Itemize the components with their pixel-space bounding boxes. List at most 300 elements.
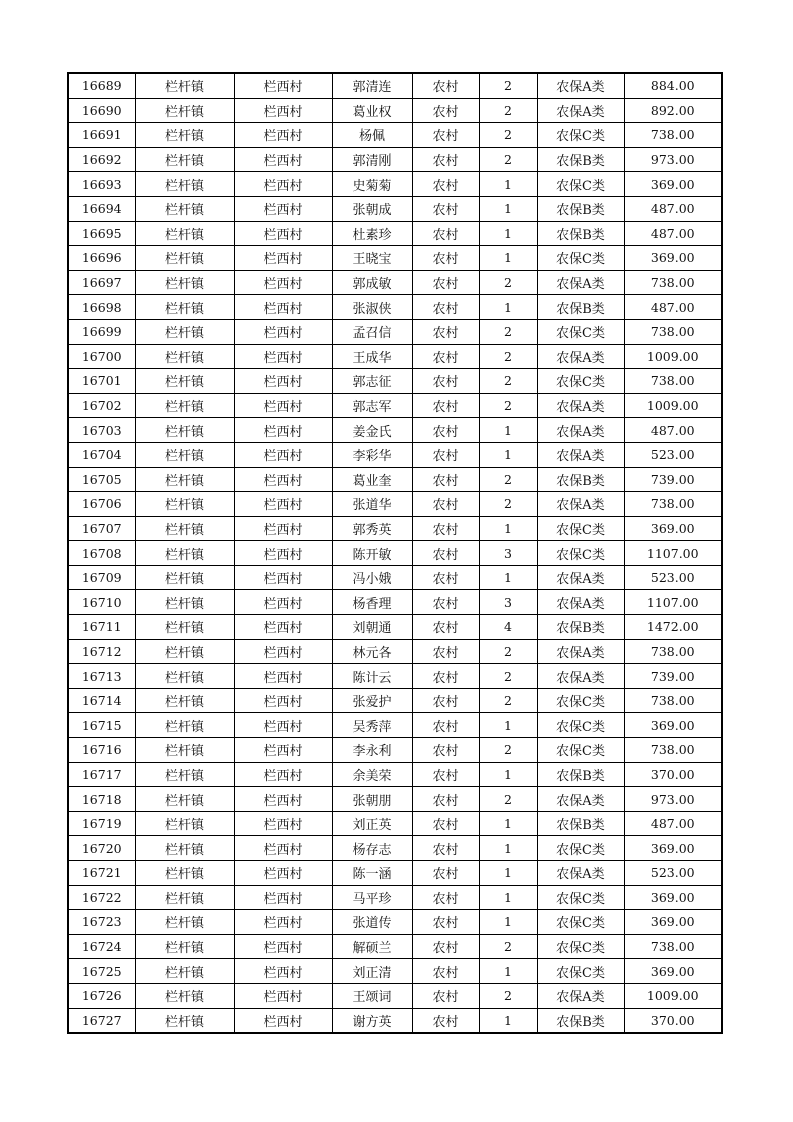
cell-insurance-class: 农保C类 <box>537 959 624 984</box>
cell-village: 栏西村 <box>234 344 332 369</box>
cell-town: 栏杆镇 <box>135 393 234 418</box>
cell-insurance-class: 农保A类 <box>537 861 624 886</box>
cell-insurance-class: 农保C类 <box>537 246 624 271</box>
table-row <box>68 590 722 615</box>
cell-area-type: 农村 <box>412 590 479 615</box>
cell-area-type: 农村 <box>412 442 479 467</box>
cell-record-id: 16701 <box>68 369 135 394</box>
cell-area-type: 农村 <box>412 738 479 763</box>
cell-amount: 973.00 <box>624 787 722 812</box>
cell-household-count: 4 <box>479 615 537 640</box>
cell-area-type: 农村 <box>412 639 479 664</box>
cell-insurance-class: 农保A类 <box>537 418 624 443</box>
table-row <box>68 196 722 221</box>
cell-household-count: 2 <box>479 369 537 394</box>
cell-record-id: 16719 <box>68 811 135 836</box>
cell-village: 栏西村 <box>234 590 332 615</box>
cell-village: 栏西村 <box>234 98 332 123</box>
cell-amount: 1009.00 <box>624 344 722 369</box>
cell-village: 栏西村 <box>234 73 332 98</box>
cell-area-type: 农村 <box>412 615 479 640</box>
cell-town: 栏杆镇 <box>135 738 234 763</box>
cell-area-type: 农村 <box>412 713 479 738</box>
cell-amount: 739.00 <box>624 664 722 689</box>
cell-amount: 369.00 <box>624 713 722 738</box>
table-row <box>68 98 722 123</box>
table-row <box>68 123 722 148</box>
cell-town: 栏杆镇 <box>135 467 234 492</box>
table-row <box>68 688 722 713</box>
cell-village: 栏西村 <box>234 492 332 517</box>
table-row <box>68 516 722 541</box>
cell-record-id: 16720 <box>68 836 135 861</box>
cell-village: 栏西村 <box>234 934 332 959</box>
cell-person-name: 杜素珍 <box>332 221 412 246</box>
cell-amount: 738.00 <box>624 639 722 664</box>
cell-amount: 884.00 <box>624 73 722 98</box>
table-row <box>68 983 722 1008</box>
table-row <box>68 861 722 886</box>
cell-household-count: 3 <box>479 541 537 566</box>
cell-amount: 523.00 <box>624 565 722 590</box>
cell-household-count: 2 <box>479 147 537 172</box>
cell-record-id: 16708 <box>68 541 135 566</box>
cell-record-id: 16722 <box>68 885 135 910</box>
cell-town: 栏杆镇 <box>135 344 234 369</box>
cell-household-count: 2 <box>479 664 537 689</box>
cell-amount: 738.00 <box>624 270 722 295</box>
cell-person-name: 郭志军 <box>332 393 412 418</box>
cell-town: 栏杆镇 <box>135 861 234 886</box>
cell-person-name: 郭秀英 <box>332 516 412 541</box>
cell-village: 栏西村 <box>234 295 332 320</box>
cell-record-id: 16721 <box>68 861 135 886</box>
cell-person-name: 陈计云 <box>332 664 412 689</box>
table-row <box>68 221 722 246</box>
cell-record-id: 16716 <box>68 738 135 763</box>
cell-area-type: 农村 <box>412 98 479 123</box>
cell-person-name: 杨佩 <box>332 123 412 148</box>
cell-record-id: 16690 <box>68 98 135 123</box>
cell-area-type: 农村 <box>412 123 479 148</box>
cell-town: 栏杆镇 <box>135 885 234 910</box>
table-row <box>68 565 722 590</box>
cell-town: 栏杆镇 <box>135 664 234 689</box>
cell-amount: 487.00 <box>624 295 722 320</box>
cell-town: 栏杆镇 <box>135 516 234 541</box>
cell-person-name: 陈开敏 <box>332 541 412 566</box>
cell-insurance-class: 农保A类 <box>537 492 624 517</box>
cell-person-name: 姜金氏 <box>332 418 412 443</box>
cell-village: 栏西村 <box>234 467 332 492</box>
cell-village: 栏西村 <box>234 516 332 541</box>
cell-amount: 369.00 <box>624 885 722 910</box>
cell-record-id: 16700 <box>68 344 135 369</box>
table-row <box>68 295 722 320</box>
cell-insurance-class: 农保B类 <box>537 196 624 221</box>
cell-insurance-class: 农保A类 <box>537 344 624 369</box>
cell-area-type: 农村 <box>412 762 479 787</box>
cell-household-count: 1 <box>479 713 537 738</box>
cell-insurance-class: 农保B类 <box>537 147 624 172</box>
cell-record-id: 16695 <box>68 221 135 246</box>
cell-area-type: 农村 <box>412 541 479 566</box>
cell-person-name: 杨香理 <box>332 590 412 615</box>
table-row <box>68 910 722 935</box>
cell-area-type: 农村 <box>412 983 479 1008</box>
cell-village: 栏西村 <box>234 319 332 344</box>
cell-person-name: 余美荣 <box>332 762 412 787</box>
table-row <box>68 467 722 492</box>
cell-person-name: 孟召信 <box>332 319 412 344</box>
cell-area-type: 农村 <box>412 688 479 713</box>
cell-household-count: 1 <box>479 442 537 467</box>
cell-town: 栏杆镇 <box>135 713 234 738</box>
cell-town: 栏杆镇 <box>135 492 234 517</box>
records-table <box>67 72 723 1034</box>
cell-village: 栏西村 <box>234 147 332 172</box>
cell-town: 栏杆镇 <box>135 565 234 590</box>
cell-insurance-class: 农保A类 <box>537 664 624 689</box>
cell-insurance-class: 农保A类 <box>537 983 624 1008</box>
cell-insurance-class: 农保C类 <box>537 934 624 959</box>
cell-town: 栏杆镇 <box>135 172 234 197</box>
cell-person-name: 郭清连 <box>332 73 412 98</box>
table-row <box>68 885 722 910</box>
cell-amount: 1009.00 <box>624 393 722 418</box>
cell-amount: 369.00 <box>624 516 722 541</box>
cell-record-id: 16705 <box>68 467 135 492</box>
cell-amount: 1107.00 <box>624 541 722 566</box>
cell-household-count: 1 <box>479 910 537 935</box>
cell-record-id: 16726 <box>68 983 135 1008</box>
cell-amount: 738.00 <box>624 934 722 959</box>
cell-village: 栏西村 <box>234 418 332 443</box>
cell-person-name: 郭清刚 <box>332 147 412 172</box>
cell-insurance-class: 农保A类 <box>537 73 624 98</box>
cell-insurance-class: 农保A类 <box>537 639 624 664</box>
cell-village: 栏西村 <box>234 221 332 246</box>
cell-record-id: 16694 <box>68 196 135 221</box>
cell-household-count: 1 <box>479 418 537 443</box>
cell-household-count: 1 <box>479 836 537 861</box>
cell-amount: 369.00 <box>624 910 722 935</box>
cell-household-count: 2 <box>479 73 537 98</box>
cell-village: 栏西村 <box>234 196 332 221</box>
cell-amount: 1107.00 <box>624 590 722 615</box>
cell-person-name: 郭成敏 <box>332 270 412 295</box>
cell-amount: 369.00 <box>624 836 722 861</box>
cell-household-count: 1 <box>479 762 537 787</box>
cell-household-count: 1 <box>479 172 537 197</box>
cell-town: 栏杆镇 <box>135 787 234 812</box>
cell-village: 栏西村 <box>234 1008 332 1033</box>
cell-household-count: 1 <box>479 1008 537 1033</box>
cell-insurance-class: 农保C类 <box>537 369 624 394</box>
cell-area-type: 农村 <box>412 418 479 443</box>
cell-person-name: 葛业权 <box>332 98 412 123</box>
cell-amount: 738.00 <box>624 123 722 148</box>
cell-household-count: 3 <box>479 590 537 615</box>
table-body <box>68 73 722 1033</box>
cell-person-name: 刘正英 <box>332 811 412 836</box>
cell-town: 栏杆镇 <box>135 983 234 1008</box>
cell-household-count: 2 <box>479 787 537 812</box>
cell-amount: 1472.00 <box>624 615 722 640</box>
cell-village: 栏西村 <box>234 369 332 394</box>
cell-record-id: 16723 <box>68 910 135 935</box>
cell-amount: 369.00 <box>624 246 722 271</box>
cell-record-id: 16698 <box>68 295 135 320</box>
cell-town: 栏杆镇 <box>135 836 234 861</box>
cell-household-count: 2 <box>479 492 537 517</box>
cell-insurance-class: 农保C类 <box>537 319 624 344</box>
cell-area-type: 农村 <box>412 1008 479 1033</box>
cell-record-id: 16711 <box>68 615 135 640</box>
cell-area-type: 农村 <box>412 196 479 221</box>
cell-area-type: 农村 <box>412 492 479 517</box>
cell-amount: 487.00 <box>624 221 722 246</box>
cell-area-type: 农村 <box>412 319 479 344</box>
cell-household-count: 1 <box>479 959 537 984</box>
table-row <box>68 270 722 295</box>
cell-area-type: 农村 <box>412 147 479 172</box>
cell-insurance-class: 农保B类 <box>537 615 624 640</box>
cell-town: 栏杆镇 <box>135 270 234 295</box>
cell-village: 栏西村 <box>234 836 332 861</box>
cell-amount: 738.00 <box>624 319 722 344</box>
cell-town: 栏杆镇 <box>135 418 234 443</box>
cell-person-name: 葛业奎 <box>332 467 412 492</box>
cell-village: 栏西村 <box>234 688 332 713</box>
cell-amount: 487.00 <box>624 196 722 221</box>
cell-person-name: 张道华 <box>332 492 412 517</box>
cell-area-type: 农村 <box>412 295 479 320</box>
cell-person-name: 冯小娥 <box>332 565 412 590</box>
cell-person-name: 谢方英 <box>332 1008 412 1033</box>
cell-household-count: 1 <box>479 516 537 541</box>
cell-person-name: 杨存志 <box>332 836 412 861</box>
table-row <box>68 246 722 271</box>
cell-amount: 738.00 <box>624 369 722 394</box>
cell-record-id: 16727 <box>68 1008 135 1033</box>
cell-person-name: 王成华 <box>332 344 412 369</box>
cell-town: 栏杆镇 <box>135 319 234 344</box>
cell-area-type: 农村 <box>412 811 479 836</box>
cell-area-type: 农村 <box>412 885 479 910</box>
cell-area-type: 农村 <box>412 910 479 935</box>
cell-person-name: 解硕兰 <box>332 934 412 959</box>
cell-record-id: 16709 <box>68 565 135 590</box>
table-row <box>68 344 722 369</box>
cell-person-name: 刘正清 <box>332 959 412 984</box>
cell-village: 栏西村 <box>234 565 332 590</box>
cell-area-type: 农村 <box>412 467 479 492</box>
cell-household-count: 2 <box>479 393 537 418</box>
table-row <box>68 393 722 418</box>
cell-person-name: 张道传 <box>332 910 412 935</box>
cell-household-count: 2 <box>479 688 537 713</box>
cell-person-name: 张淑侠 <box>332 295 412 320</box>
table-row <box>68 319 722 344</box>
cell-record-id: 16718 <box>68 787 135 812</box>
cell-amount: 487.00 <box>624 418 722 443</box>
cell-amount: 738.00 <box>624 492 722 517</box>
cell-village: 栏西村 <box>234 738 332 763</box>
cell-person-name: 吴秀萍 <box>332 713 412 738</box>
cell-insurance-class: 农保C类 <box>537 123 624 148</box>
cell-town: 栏杆镇 <box>135 910 234 935</box>
cell-record-id: 16691 <box>68 123 135 148</box>
cell-area-type: 农村 <box>412 172 479 197</box>
cell-town: 栏杆镇 <box>135 442 234 467</box>
cell-village: 栏西村 <box>234 270 332 295</box>
cell-village: 栏西村 <box>234 639 332 664</box>
table-row <box>68 959 722 984</box>
cell-town: 栏杆镇 <box>135 615 234 640</box>
cell-amount: 738.00 <box>624 738 722 763</box>
cell-area-type: 农村 <box>412 393 479 418</box>
cell-village: 栏西村 <box>234 615 332 640</box>
cell-area-type: 农村 <box>412 787 479 812</box>
table-row <box>68 492 722 517</box>
cell-record-id: 16724 <box>68 934 135 959</box>
cell-town: 栏杆镇 <box>135 934 234 959</box>
cell-amount: 370.00 <box>624 762 722 787</box>
cell-record-id: 16713 <box>68 664 135 689</box>
cell-record-id: 16706 <box>68 492 135 517</box>
table-row <box>68 713 722 738</box>
cell-household-count: 1 <box>479 885 537 910</box>
cell-area-type: 农村 <box>412 959 479 984</box>
cell-record-id: 16699 <box>68 319 135 344</box>
cell-record-id: 16714 <box>68 688 135 713</box>
cell-town: 栏杆镇 <box>135 762 234 787</box>
cell-village: 栏西村 <box>234 246 332 271</box>
cell-insurance-class: 农保B类 <box>537 295 624 320</box>
cell-insurance-class: 农保A类 <box>537 565 624 590</box>
table-row <box>68 934 722 959</box>
cell-insurance-class: 农保A类 <box>537 787 624 812</box>
table-row <box>68 811 722 836</box>
cell-area-type: 农村 <box>412 565 479 590</box>
cell-record-id: 16725 <box>68 959 135 984</box>
cell-insurance-class: 农保C类 <box>537 172 624 197</box>
cell-person-name: 马平珍 <box>332 885 412 910</box>
cell-household-count: 2 <box>479 934 537 959</box>
cell-person-name: 王颂词 <box>332 983 412 1008</box>
cell-area-type: 农村 <box>412 934 479 959</box>
cell-person-name: 李彩华 <box>332 442 412 467</box>
cell-record-id: 16696 <box>68 246 135 271</box>
cell-village: 栏西村 <box>234 541 332 566</box>
cell-person-name: 刘朝通 <box>332 615 412 640</box>
cell-amount: 369.00 <box>624 959 722 984</box>
cell-town: 栏杆镇 <box>135 221 234 246</box>
cell-record-id: 16702 <box>68 393 135 418</box>
cell-record-id: 16692 <box>68 147 135 172</box>
cell-town: 栏杆镇 <box>135 123 234 148</box>
cell-person-name: 林元各 <box>332 639 412 664</box>
cell-village: 栏西村 <box>234 393 332 418</box>
cell-record-id: 16703 <box>68 418 135 443</box>
cell-town: 栏杆镇 <box>135 98 234 123</box>
cell-person-name: 李永利 <box>332 738 412 763</box>
table-row <box>68 541 722 566</box>
cell-record-id: 16697 <box>68 270 135 295</box>
cell-amount: 973.00 <box>624 147 722 172</box>
cell-record-id: 16715 <box>68 713 135 738</box>
cell-household-count: 1 <box>479 196 537 221</box>
cell-area-type: 农村 <box>412 516 479 541</box>
cell-town: 栏杆镇 <box>135 246 234 271</box>
cell-area-type: 农村 <box>412 246 479 271</box>
cell-record-id: 16717 <box>68 762 135 787</box>
table-row <box>68 787 722 812</box>
table-row <box>68 172 722 197</box>
table-row <box>68 639 722 664</box>
cell-household-count: 2 <box>479 344 537 369</box>
cell-record-id: 16707 <box>68 516 135 541</box>
cell-village: 栏西村 <box>234 713 332 738</box>
cell-insurance-class: 农保C类 <box>537 688 624 713</box>
cell-insurance-class: 农保A类 <box>537 98 624 123</box>
table-row <box>68 836 722 861</box>
cell-area-type: 农村 <box>412 344 479 369</box>
cell-amount: 487.00 <box>624 811 722 836</box>
cell-town: 栏杆镇 <box>135 541 234 566</box>
cell-insurance-class: 农保B类 <box>537 762 624 787</box>
cell-household-count: 2 <box>479 270 537 295</box>
cell-village: 栏西村 <box>234 787 332 812</box>
cell-town: 栏杆镇 <box>135 73 234 98</box>
cell-village: 栏西村 <box>234 172 332 197</box>
cell-amount: 1009.00 <box>624 983 722 1008</box>
table-row <box>68 73 722 98</box>
cell-insurance-class: 农保C类 <box>537 885 624 910</box>
cell-household-count: 1 <box>479 295 537 320</box>
cell-household-count: 1 <box>479 861 537 886</box>
cell-insurance-class: 农保B类 <box>537 221 624 246</box>
cell-insurance-class: 农保B类 <box>537 467 624 492</box>
cell-record-id: 16693 <box>68 172 135 197</box>
cell-amount: 523.00 <box>624 861 722 886</box>
table-row <box>68 1008 722 1033</box>
cell-area-type: 农村 <box>412 270 479 295</box>
cell-household-count: 2 <box>479 123 537 148</box>
cell-area-type: 农村 <box>412 836 479 861</box>
cell-village: 栏西村 <box>234 442 332 467</box>
cell-town: 栏杆镇 <box>135 811 234 836</box>
cell-person-name: 张朝朋 <box>332 787 412 812</box>
table-row <box>68 418 722 443</box>
cell-insurance-class: 农保B类 <box>537 811 624 836</box>
table-row <box>68 664 722 689</box>
cell-amount: 738.00 <box>624 688 722 713</box>
cell-household-count: 1 <box>479 246 537 271</box>
cell-village: 栏西村 <box>234 811 332 836</box>
cell-village: 栏西村 <box>234 885 332 910</box>
cell-insurance-class: 农保C类 <box>537 516 624 541</box>
cell-amount: 369.00 <box>624 172 722 197</box>
cell-insurance-class: 农保A类 <box>537 442 624 467</box>
cell-household-count: 1 <box>479 565 537 590</box>
cell-town: 栏杆镇 <box>135 959 234 984</box>
cell-area-type: 农村 <box>412 73 479 98</box>
cell-village: 栏西村 <box>234 762 332 787</box>
cell-town: 栏杆镇 <box>135 196 234 221</box>
cell-insurance-class: 农保B类 <box>537 1008 624 1033</box>
